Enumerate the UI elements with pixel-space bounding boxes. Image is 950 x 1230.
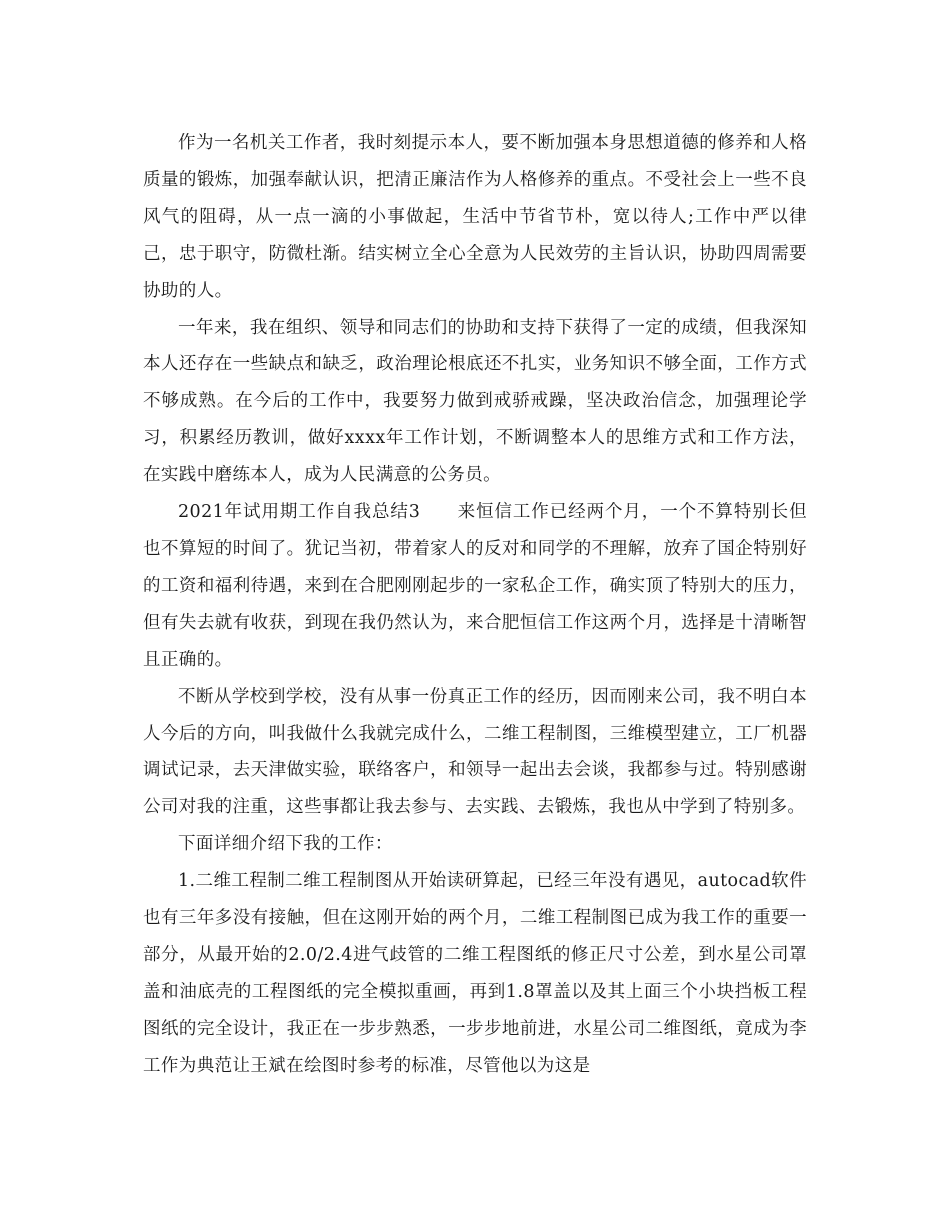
paragraph-6: 1.二维工程制二维工程制图从开始读研算起，已经三年没有遇见，autocad软件也有三年多没有接触，但在这刚开始的两个月，二维工程制图已成为我工作的重要一部分，从最开始的2.0/2.4进气歧管的二维工程图纸的修正尺寸公差，到水星公司罩盖和油底壳的工程图纸的完全模拟重画，再到1.8罩盖以及其上面三个小块挡板工程图纸的完全设计，我正在一步步熟悉，一步步地前进，水星公司二维图纸，竟成为李工作为典范让王斌在绘图时参考的标准，尽管他以为这是 [143, 871, 807, 1076]
paragraph-1: 作为一名机关工作者，我时刻提示本人，要不断加强本身思想道德的修养和人格质量的锻炼，加强奉献认识，把清正廉洁作为人格修养的重点。不受社会上一些不良风气的阻碍，从一点一滴的小事做起，生活中节省节朴，宽以待人;工作中严以律己，忠于职守，防微杜渐。结实树立全心全意为人民效劳的主旨认识，协助四周需要协助的人。 [143, 133, 807, 301]
paragraph-2: 一年来，我在组织、领导和同志们的协助和支持下获得了一定的成绩，但我深知本人还存在一些缺点和缺乏，政治理论根底还不扎实，业务知识不够全面，工作方式不够成熟。在今后的工作中，我要努力做到戒骄戒躁，坚决政治信念，加强理论学习，积累经历教训，做好xxxx年工作计划，不断调整本人的思维方式和工作方法，在实践中磨练本人，成为人民满意的公务员。 [143, 317, 807, 486]
paragraph-5: 下面详细介绍下我的工作： [178, 834, 393, 855]
paragraph-4: 不断从学校到学校，没有从事一份真正工作的经历，因而刚来公司，我不明白本人今后的方向，叫我做什么我就完成什么，二维工程制图，三维模型建立，工厂机器调试记录，去天津做实验，联络客户，和领导一起出去会谈，我都参与过。特别感谢公司对我的注重，这些事都让我去参与、去实践、去锻炼，我也从中学到了特别多。 [143, 686, 807, 818]
document-body [143, 125, 807, 1085]
paragraph-3: 2021年试用期工作自我总结3 来恒信工作已经两个月，一个不算特别长但也不算短的时间了。犹记当初，带着家人的反对和同学的不理解，放弃了国企特别好的工资和福利待遇，来到在合肥刚刚起步的一家私企工作，确实顶了特别大的压力，但有失去就有收获，到现在我仍然认为，来合肥恒信工作这两个月，选择是十清晰智且正确的。 [143, 502, 807, 670]
